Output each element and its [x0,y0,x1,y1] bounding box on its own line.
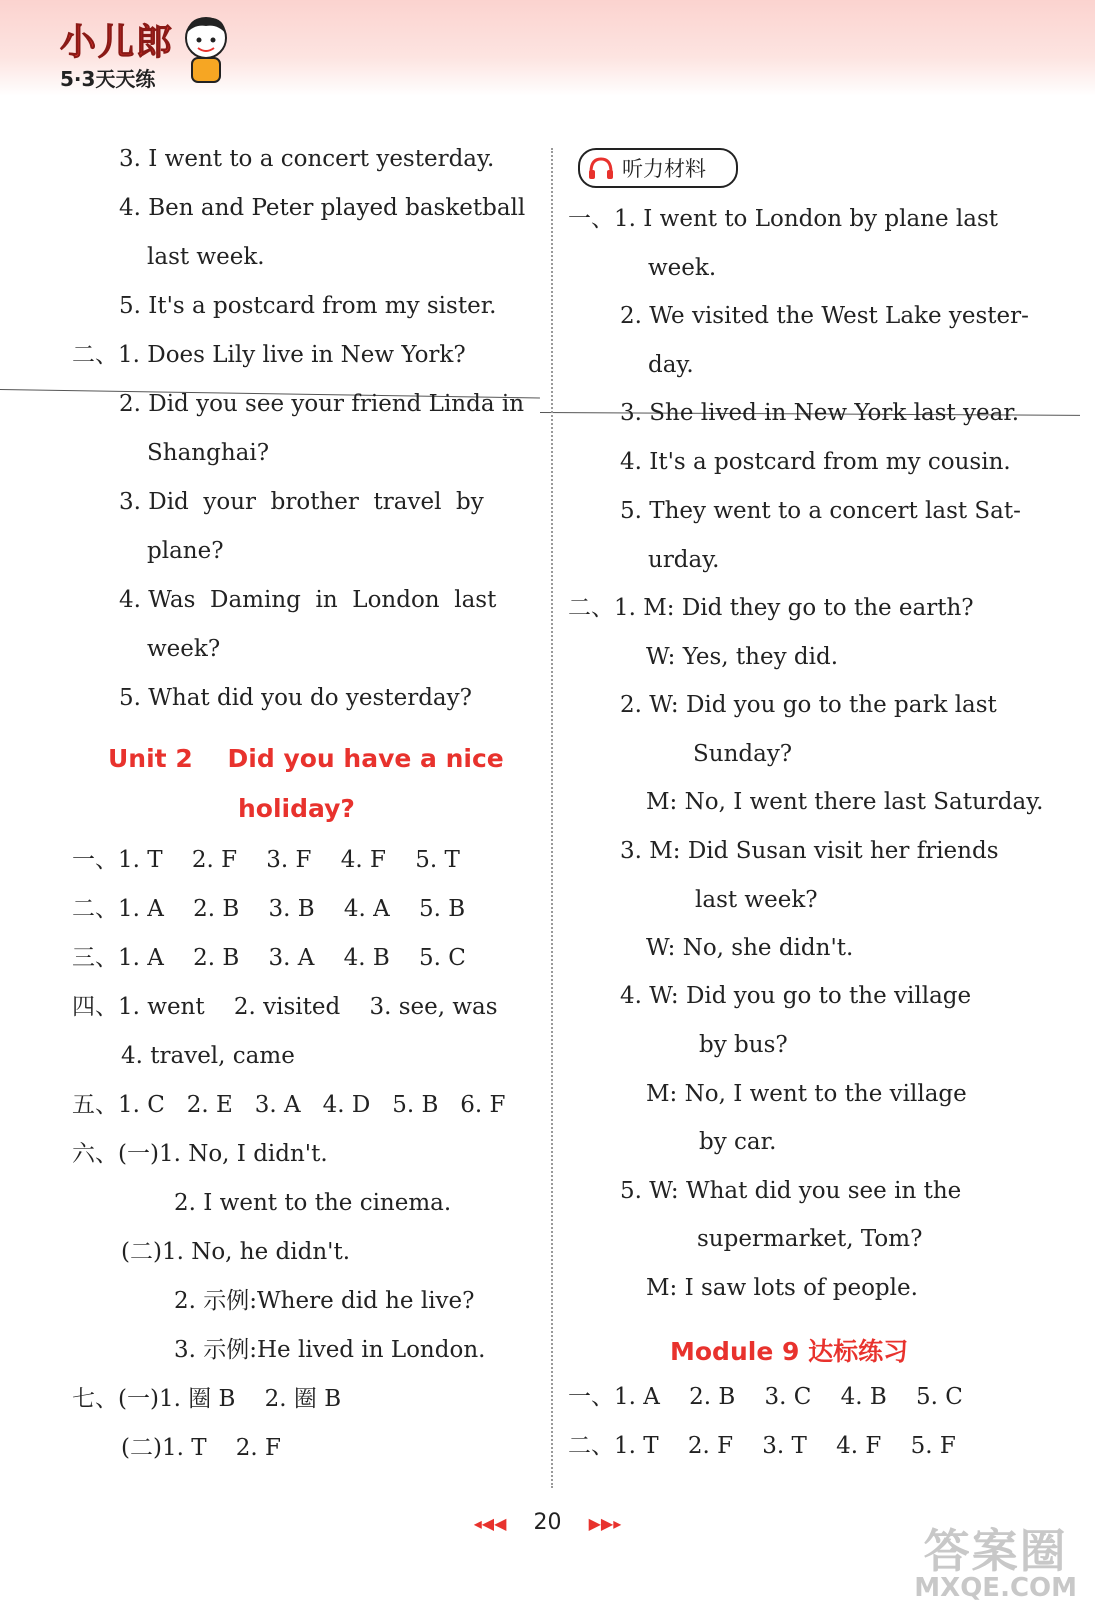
answer-line: (二)1. No, he didn't. [121,1239,351,1265]
script-line: M: No, I went there last Saturday. [646,789,1044,815]
answer-line: 二、1. Does Lily live in New York? [72,342,466,368]
script-line: by car. [699,1129,777,1155]
answer-line: 3. Did your brother travel by [119,489,484,515]
answer-line: 一、1. T 2. F 3. F 4. F 5. T [72,847,460,873]
script-line: last week? [695,887,818,913]
answer-line: 5. It's a postcard from my sister. [119,293,497,319]
script-line: by bus? [699,1032,788,1058]
script-line: M: I saw lots of people. [646,1275,918,1301]
script-line: supermarket, Tom? [697,1226,923,1252]
script-line: 4. W: Did you go to the village [620,983,972,1009]
answer-line: 3. 示例:He lived in London. [174,1337,486,1363]
tag-label: 听力材料 [622,157,706,181]
mascot-icon [180,14,232,84]
answer-line: 六、(一)1. No, I didn't. [72,1141,328,1167]
answer-line: 5. What did you do yesterday? [119,685,472,711]
brand-subtitle: 5·3天天练 [60,67,156,91]
answer-line: 五、1. C 2. E 3. A 4. D 5. B 6. F [72,1092,506,1118]
answer-line: 二、1. T 2. F 3. T 4. F 5. F [568,1433,956,1459]
script-line: Sunday? [693,741,793,767]
next-arrows-icon: ▶▶▸ [588,1514,622,1533]
script-line: day. [648,352,694,378]
answer-line: 四、1. went 2. visited 3. see, was [72,994,498,1020]
answer-line: 4. Ben and Peter played basketball [119,195,526,221]
script-line: 二、1. M: Did they go to the earth? [568,595,974,621]
brand-logo [60,14,174,92]
unit-title-cont: holiday? [238,794,355,823]
script-line: 4. It's a postcard from my cousin. [620,449,1011,475]
answer-line: week? [147,636,221,662]
answer-line: 七、(一)1. 圈 B 2. 圈 B [72,1386,342,1412]
page-number: 20 [533,1510,562,1535]
answer-line: 三、1. A 2. B 3. A 4. B 5. C [72,945,466,971]
script-line: 3. M: Did Susan visit her friends [620,838,999,864]
answer-line: 2. I went to the cinema. [174,1190,452,1216]
watermark [914,1515,1077,1603]
answer-line: plane? [147,538,224,564]
script-line: W: No, she didn't. [646,935,854,961]
script-line: M: No, I went to the village [646,1081,967,1107]
script-line: 2. W: Did you go to the park last [620,692,997,718]
script-line: urday. [648,547,720,573]
answer-line: 4. Was Daming in London last [119,587,497,613]
answer-line: 一、1. A 2. B 3. C 4. B 5. C [568,1384,963,1410]
answer-line: 2. 示例:Where did he live? [174,1288,475,1314]
script-line: W: Yes, they did. [646,644,839,670]
module-title: Module 9 达标练习 [670,1337,909,1366]
column-divider [551,148,553,1488]
page-header [0,0,1095,96]
script-line: 5. W: What did you see in the [620,1178,962,1204]
answer-line: last week. [147,244,265,270]
listening-material-tag [578,148,738,188]
script-line: 3. She lived in New York last year. [620,400,1020,426]
script-line: 5. They went to a concert last Sat- [620,498,1021,524]
headphones-icon [588,156,614,180]
script-line: week. [648,255,717,281]
brand-name: 小儿郎 [60,22,175,63]
answer-line: 2. Did you see your friend Linda in [119,391,525,417]
script-line: 一、1. I went to London by plane last [568,206,999,232]
answer-line: Shanghai? [147,440,270,466]
prev-arrows-icon: ◂◀◀ [473,1514,507,1533]
answer-line: 4. travel, came [121,1043,295,1069]
answer-line: 二、1. A 2. B 3. B 4. A 5. B [72,896,466,922]
answer-line: 3. I went to a concert yesterday. [119,146,495,172]
answer-line: (二)1. T 2. F [121,1435,282,1461]
watermark-url: MXQE.COM [914,1573,1077,1603]
watermark-text: 答案圈 [923,1524,1068,1578]
script-line: 2. We visited the West Lake yester- [620,303,1029,329]
unit-title: Unit 2 Did you have a nice [108,744,504,773]
